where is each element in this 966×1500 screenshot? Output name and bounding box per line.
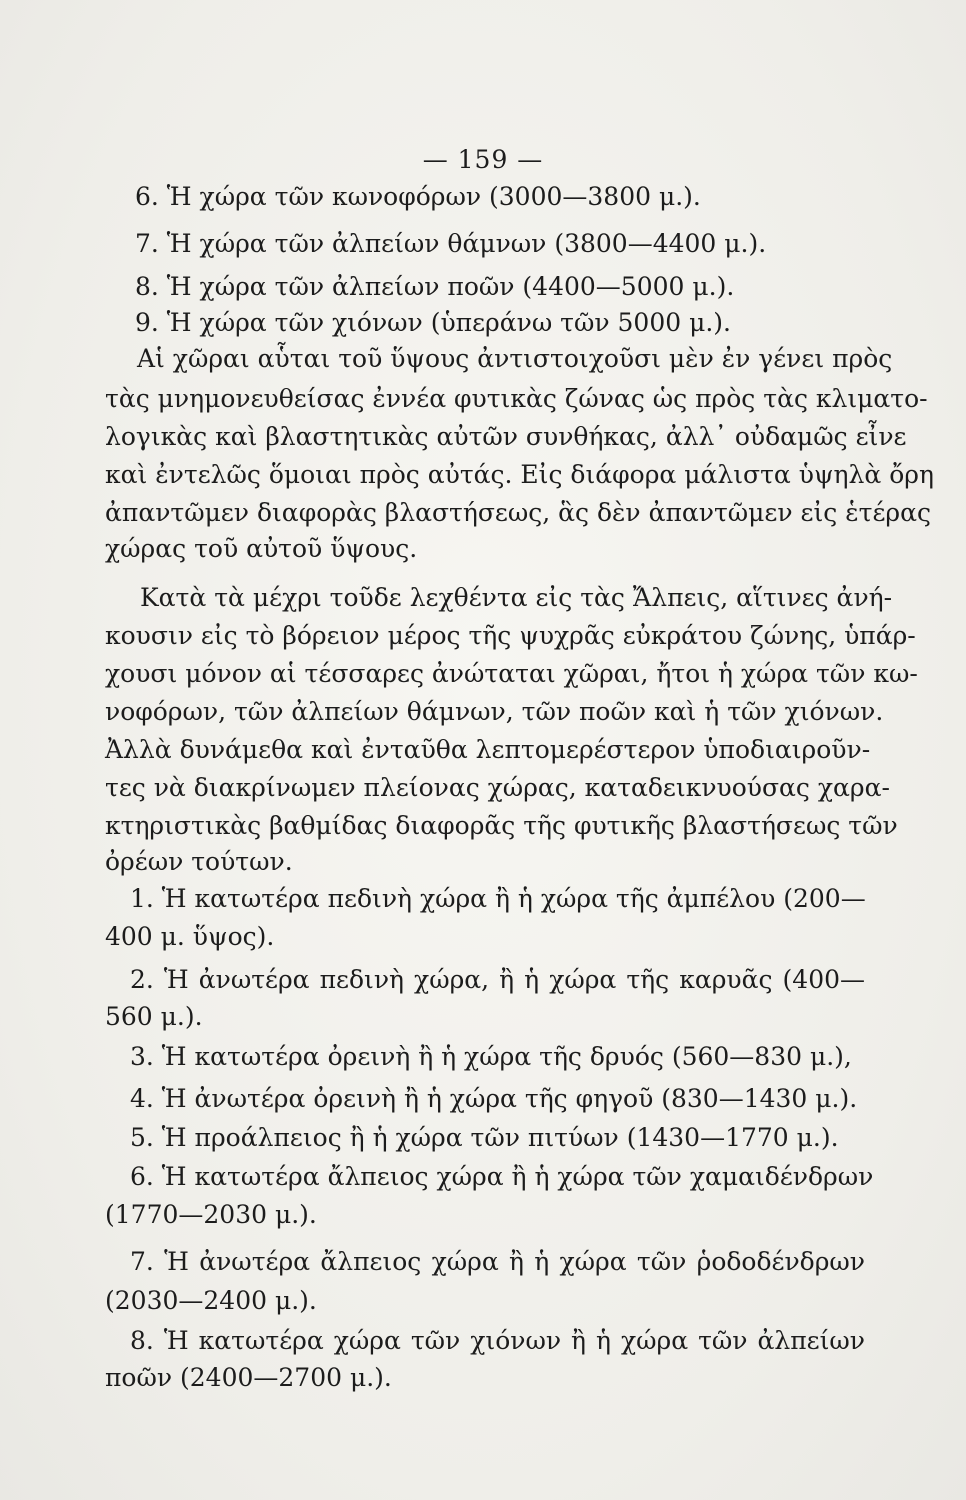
paragraph-line: τὰς μνημονευθείσας ἐννέα φυτικὰς ζώνας ὡς πρὸς τὰς κλιματο- <box>105 384 928 413</box>
paragraph-line: Ἀλλὰ δυνάμεθα καὶ ἐνταῦθα λεπτομερέστερον ὑποδιαιροῦν- <box>105 735 871 764</box>
paragraph-line: κουσιν εἰς τὸ βόρειον μέρος τῆς ψυχρᾶς εὐκράτου ζώνης, ὑπάρ- <box>105 621 916 650</box>
paragraph-line: κτηριστικὰς βαθμίδας διαφορᾶς τῆς φυτικῆς βλαστήσεως τῶν <box>105 811 898 840</box>
paragraph-line: τες νὰ διακρίνωμεν πλείονας χώρας, καταδεικνυούσας χαρα- <box>105 773 890 802</box>
paragraph-line: χουσι μόνον αἱ τέσσαρες ἀνώταται χῶραι, ἤτοι ἡ χώρα τῶν κω- <box>105 659 918 688</box>
list-item: 3. Ἡ κατωτέρα ὀρεινὴ ἢ ἡ χώρα τῆς δρυός (560—830 μ.), <box>130 1042 852 1071</box>
list-item: 7. Ἡ ἀνωτέρα ἄλπειος χώρα ἢ ἡ χώρα τῶν ῥοδοδένδρων <box>130 1247 865 1276</box>
paragraph-line: νοφόρων, τῶν ἀλπείων θάμνων, τῶν ποῶν καὶ ἡ τῶν χιόνων. <box>105 697 884 726</box>
paragraph-line: Αἱ χῶραι αὗται τοῦ ὕψους ἀντιστοιχοῦσι μὲν ἐν γένει πρὸς <box>137 344 893 373</box>
list-item: (2030—2400 μ.). <box>105 1286 317 1315</box>
list-item: 6. Ἡ χώρα τῶν κωνοφόρων (3000—3800 μ.). <box>135 182 701 211</box>
list-item: 8. Ἡ χώρα τῶν ἀλπείων ποῶν (4400—5000 μ.). <box>135 272 735 301</box>
list-item: 1. Ἡ κατωτέρα πεδινὴ χώρα ἢ ἡ χώρα τῆς ἀμπέλου (200— <box>130 884 866 913</box>
list-item: ποῶν (2400—2700 μ.). <box>105 1363 392 1392</box>
list-item: 5. Ἡ προάλπειος ἢ ἡ χώρα τῶν πιτύων (1430—1770 μ.). <box>130 1123 839 1152</box>
list-item: 8. Ἡ κατωτέρα χώρα τῶν χιόνων ἢ ἡ χώρα τῶν ἀλπείων <box>130 1326 865 1355</box>
paragraph-line: λογικὰς καὶ βλαστητικὰς αὐτῶν συνθήκας, ἀλλ᾽ οὐδαμῶς εἶνε <box>105 422 907 451</box>
list-item: 6. Ἡ κατωτέρα ἄλπειος χώρα ἢ ἡ χώρα τῶν χαμαιδένδρων <box>130 1162 874 1191</box>
list-item: 2. Ἡ ἀνωτέρα πεδινὴ χώρα, ἢ ἡ χώρα τῆς καρυᾶς (400— <box>130 965 865 994</box>
paragraph-line: ὀρέων τούτων. <box>105 847 293 876</box>
list-item: 9. Ἡ χώρα τῶν χιόνων (ὑπεράνω τῶν 5000 μ.). <box>135 308 731 337</box>
list-item: (1770—2030 μ.). <box>105 1200 317 1229</box>
list-item: 4. Ἡ ἀνωτέρα ὀρεινὴ ἢ ἡ χώρα τῆς φηγοῦ (830—1430 μ.). <box>130 1084 858 1113</box>
page-number: — 159 — <box>422 145 544 174</box>
list-item: 400 μ. ὕψος). <box>105 922 275 951</box>
paragraph-line: καὶ ἐντελῶς ὅμοιαι πρὸς αὐτάς. Εἰς διάφορα μάλιστα ὑψηλὰ ὄρη <box>105 460 934 489</box>
list-item: 560 μ.). <box>105 1002 203 1031</box>
list-item: 7. Ἡ χώρα τῶν ἀλπείων θάμνων (3800—4400 μ.). <box>135 229 767 258</box>
paragraph-line: χώρας τοῦ αὐτοῦ ὕψους. <box>105 534 418 563</box>
paragraph-line: Κατὰ τὰ μέχρι τοῦδε λεχθέντα εἰς τὰς Ἄλπεις, αἵτινες ἀνή- <box>140 583 893 612</box>
paragraph-line: ἀπαντῶμεν διαφορὰς βλαστήσεως, ἃς δὲν ἀπαντῶμεν εἰς ἑτέρας <box>105 498 932 527</box>
